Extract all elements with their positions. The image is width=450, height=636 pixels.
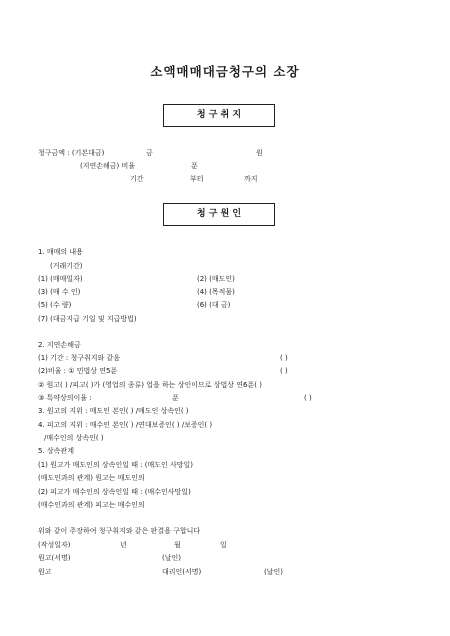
claim-heading-box [163,104,275,127]
closing-statement: 위와 같이 주장하여 청구취지와 같은 판결을 구합니다 [38,527,201,535]
sec1-item-1: (1) (매매일자) [38,275,83,283]
sec1-item-4: (4) (목적물) [197,288,235,296]
claim-amount-won-prefix: 금 [146,149,153,157]
claim-period-label: 기간 [130,175,144,183]
claim-period-from: 부터 [190,175,204,183]
agent-sign: 대리인(서명) [162,568,202,576]
sec5-line-3: (2) 피고가 매수인의 상속인일 때 : (매수인사망일) [38,488,191,496]
sec2-special-rate-unit: 푼 [172,394,179,402]
sec1-item-5: (5) (수 량) [38,301,72,309]
cause-heading-box [163,203,275,226]
cause-heading: 청 구 원 인 [196,209,242,219]
sec1-subheading: (거래기간) [50,262,83,270]
defendant-status-cont: /매수인의 상속인( ) [44,434,104,442]
date-year: 년 [120,541,127,549]
sec2-rate: (2)비율 : ① 민법상 연5푼 [38,367,118,375]
claim-period-to: 까지 [244,175,258,183]
claim-rate-unit: 푼 [191,162,198,170]
date-label: (작성일자) [38,541,71,549]
agent-seal: (날인) [264,568,283,576]
claim-amount-won-suffix: 원 [256,149,263,157]
claim-heading: 청 구 취 지 [196,110,242,120]
sec5-heading: 5. 상속관계 [38,447,74,455]
sec1-item-7: (7) (대금지급 기일 및 지급방법) [38,315,137,323]
sec2-rate-paren: ( ) [280,367,288,375]
plaintiff-label: 원고 [38,568,52,576]
sec2-special-rate: ③ 특약상의이율 : [38,394,92,402]
sec5-line-2: (매도인과의 관계) 원고는 매도인의 [38,474,145,482]
sec1-item-6: (6) (대 금) [197,301,231,309]
date-month: 월 [174,541,181,549]
sec1-item-3: (3) (매 수 인) [38,288,81,296]
sec1-heading: 1. 매매의 내용 [38,248,83,256]
sec5-line-1: (1) 원고가 매도인의 상속인일 때 : (매도인 사망일) [38,461,194,469]
sec2-period: (1) 기간 : 청구취지와 같음 [38,354,121,362]
sec2-heading: 2. 지연손해금 [38,341,81,349]
claim-rate-label: (지연손해금) 비율 [80,162,136,170]
sec5-line-4: (매수인과의 관계) 피고는 매수인의 [38,501,145,509]
sec2-special-rate-paren: ( ) [304,394,312,402]
plaintiff-sign: 원고(서명) [38,554,71,562]
document-title: 소액매매대금청구의 소장 [150,64,300,79]
plaintiff-status: 3. 원고의 지위 : 매도인 본인( ) /매도인 상속인( ) [38,407,189,415]
claim-amount-label: 청구금액 : (기본대금) [38,149,105,157]
sec2-period-paren: ( ) [280,354,288,362]
defendant-status: 4. 피고의 지위 : 매수인 본인( ) /연대보증인( ) /보증인( ) [38,421,213,429]
plaintiff-seal: (날인) [162,554,181,562]
date-day: 일 [220,541,227,549]
sec1-item-2: (2) (매도인) [197,275,235,283]
sec2-commercial-rate: ② 원고( ) /피고( )가 (영업의 종류) 업을 하는 상인이므로 상법상 연6푼( ) [38,381,262,389]
